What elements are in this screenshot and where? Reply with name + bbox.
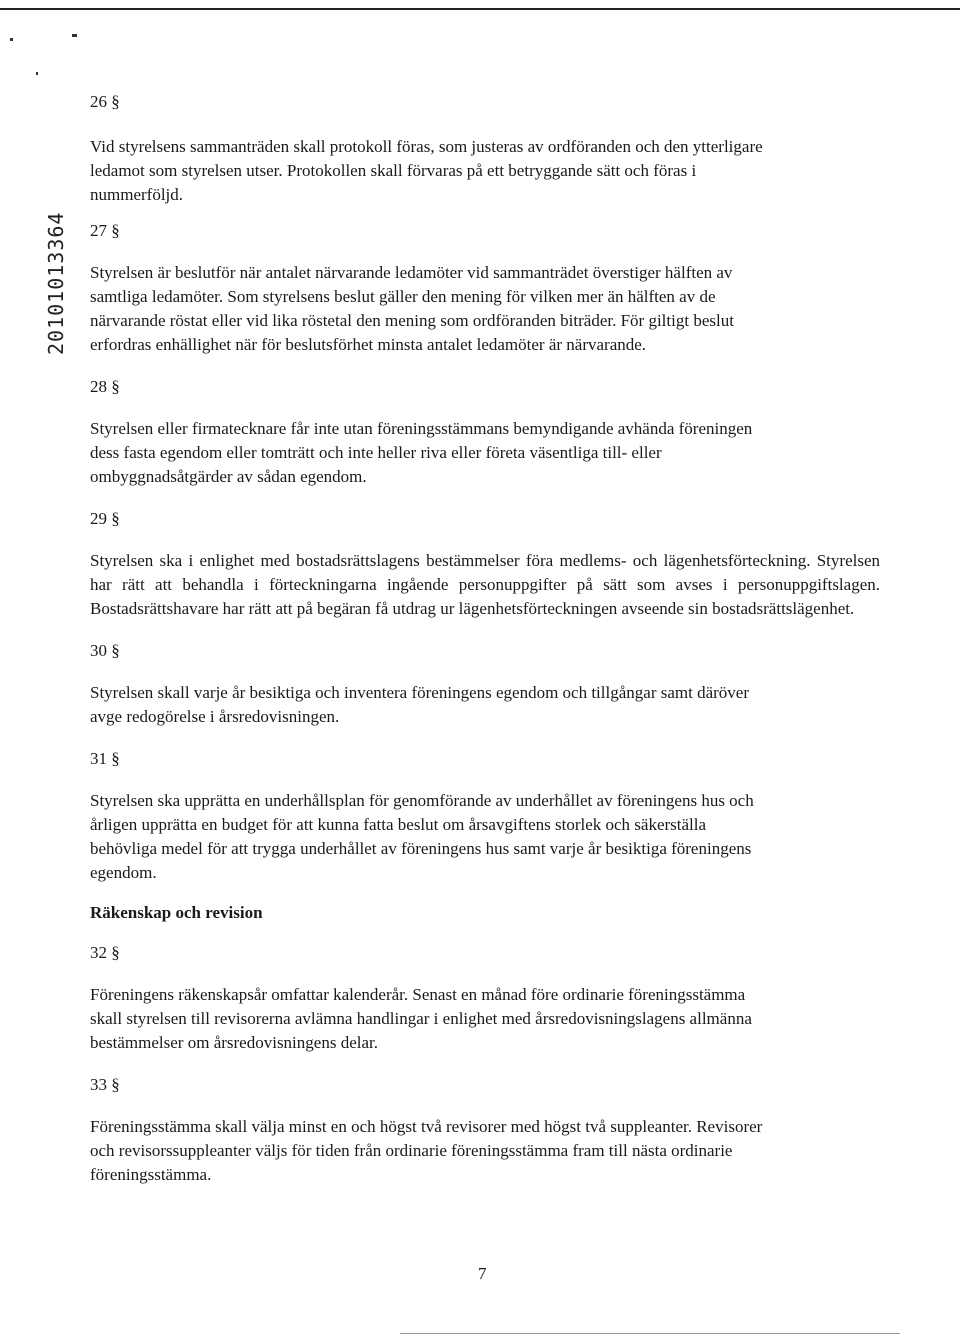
section-33: [90, 1073, 880, 1187]
section-number: 33 §: [90, 1075, 120, 1094]
section-number: 28 §: [90, 377, 120, 396]
section-text: Styrelsen eller firmatecknare får inte utan föreningsstämmans bemyndigande avhända föreningen dess fasta egendom eller tomträtt och inte heller riva eller företa väsentliga till- eller ombyggnadsåtgärder av sådan egendom.: [90, 419, 753, 486]
bottom-scan-rule: [400, 1333, 900, 1334]
section-28: [90, 375, 880, 489]
page-number: 7: [478, 1264, 487, 1283]
scan-speck: [36, 72, 38, 75]
section-29: [90, 507, 880, 621]
section-31: [90, 747, 880, 885]
scan-speck: [72, 34, 77, 37]
section-30: [90, 639, 880, 729]
section-text: Föreningsstämma skall välja minst en och högst två revisorer med högst två suppleanter. Revisorer och revisorssuppleanter väljs för tiden från ordinarie föreningsstämma fram till nästa ordinarie föreningsstämma.: [90, 1117, 763, 1184]
top-scan-rule: [0, 8, 960, 10]
document-body: [90, 90, 880, 1187]
section-number: 31 §: [90, 749, 120, 768]
section-number: 26 §: [90, 92, 120, 111]
section-text: Styrelsen ska i enlighet med bostadsrättslagens bestämmelser föra medlems- och lägenhetsförteckning. Styrelsen har rätt att behandla i förteckningarna ingående personuppgifter på sätt som avses i personuppgiftslagen. Bostadsrättshavare har rätt att på begäran få utdrag ur lägenhetsförteckningen avseende sin bostadsrättslägenhet.: [90, 551, 880, 618]
section-number: 27 §: [90, 221, 120, 240]
section-26: [90, 90, 880, 207]
section-text: Vid styrelsens sammanträden skall protokoll föras, som justeras av ordföranden och den ytterligare ledamot som styrelsen utser. Protokollen skall förvaras på ett betryggande sätt och föras i nummerföljd.: [90, 137, 763, 204]
document-registration-number: 20101013364: [44, 211, 68, 355]
section-text: Styrelsen ska upprätta en underhållsplan för genomförande av underhållet av föreningens hus och årligen upprätta en budget för att kunna fatta beslut om årsavgiftens storlek och säkerställa behövliga medel för att trygga underhållet av föreningens hus samt varje år besiktiga föreningens egendom.: [90, 791, 754, 882]
section-number: 32 §: [90, 943, 120, 962]
section-32: [90, 941, 880, 1055]
section-text: Föreningens räkenskapsår omfattar kalenderår. Senast en månad före ordinarie föreningsstämma skall styrelsen till revisorerna avlämna handlingar i enlighet med årsredovisningslagens allmänna bestämmelser om årsredovisningens delar.: [90, 985, 752, 1052]
section-27: [90, 219, 880, 357]
section-heading: Räkenskap och revision: [90, 903, 263, 922]
section-text: Styrelsen är beslutför när antalet närvarande ledamöter vid sammanträdet överstiger hälften av samtliga ledamöter. Som styrelsens beslut gäller den mening för vilken mer än hälften av de närvarande röstat eller vid lika röstetal den mening som ordföranden biträder. För giltigt beslut erfordras enhällighet när för beslutsförhet minsta antalet ledamöter är närvarande.: [90, 263, 734, 354]
section-number: 29 §: [90, 509, 120, 528]
section-text: Styrelsen skall varje år besiktiga och inventera föreningens egendom och tillgångar samt däröver avge redogörelse i årsredovisningen.: [90, 683, 749, 726]
scan-speck: [10, 38, 13, 41]
section-number: 30 §: [90, 641, 120, 660]
